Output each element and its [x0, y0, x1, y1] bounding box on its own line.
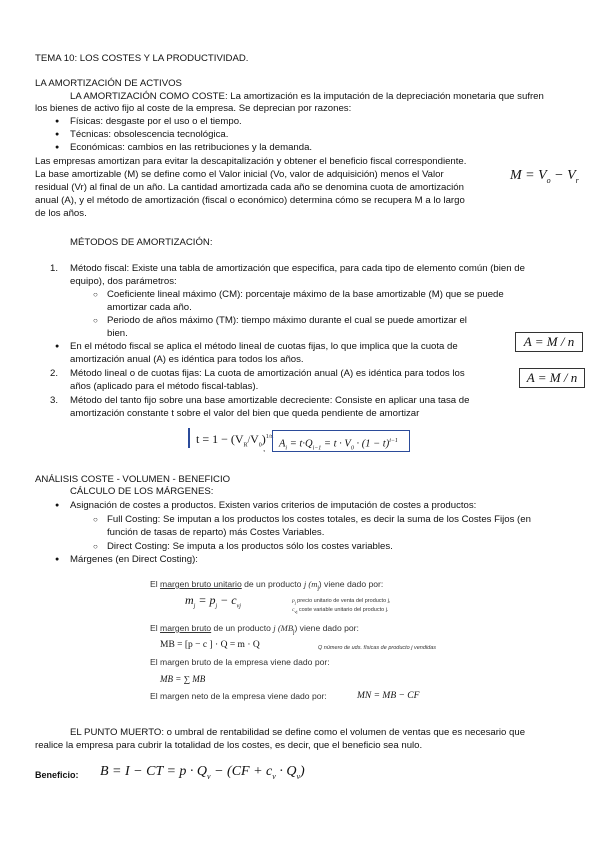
text-part: margen bruto [160, 623, 212, 633]
formula-sub: i [285, 445, 288, 452]
formula-sub: i−1 [312, 445, 322, 452]
note-coste: $c_{vj}$ coste variable unitario del producto j. [292, 607, 389, 615]
formula-part: ) [300, 764, 305, 779]
section-heading-metodos: MÉTODOS DE AMORTIZACIÓN: [70, 237, 213, 248]
intro-line-1: LA AMORTIZACIÓN COMO COSTE: La amortización es la imputación de la depreciación monetaria que sufren [70, 91, 544, 102]
direct-costing: ○ Direct Costing: Se imputa a los productos sólo los costes variables. [107, 541, 393, 553]
sub-item-line: bien. [107, 328, 128, 339]
section-heading-analisis: ANÁLISIS COSTE - VOLUMEN - BENEFICIO [35, 474, 231, 485]
margen-neto-line: El margen neto de la empresa viene dado por: [150, 691, 327, 701]
formula-part: = t·Q [287, 438, 313, 450]
section-heading-amortizacion: LA AMORTIZACIÓN DE ACTIVOS [35, 78, 182, 89]
formula-sub: r [575, 175, 579, 185]
formula-part: − V [550, 168, 576, 183]
margen-bruto-line: El margen bruto de un producto j $(MB_j)$ viene dado por: [150, 623, 359, 636]
punto-muerto-line-1: EL PUNTO MUERTO: o umbral de rentabilidad se define como el volumen de ventas que es necesario que [70, 727, 526, 738]
formula-base-amortizable [510, 170, 579, 187]
formula-part: = t · V [321, 438, 351, 450]
formula-part: · (1 − t) [353, 438, 390, 450]
formula-margen-bruto: MB = [p − c ] · Q = m · Q [160, 640, 260, 650]
cursor-mark [188, 428, 190, 448]
text-part: de un producto [241, 579, 304, 589]
bullet-margenes: ● Márgenes (en Direct Costing): [70, 554, 198, 566]
formula-part: A [279, 438, 286, 450]
punto-muerto-line-2: realice la empresa para cubrir la totalidad de los costes, es decir, que el beneficio sea nulo. [35, 740, 423, 751]
formula-beneficio: B = I − CT = $p \cdot Q_v - (CF + c_v \cdot Q_v)$ [100, 764, 305, 781]
margen-empresa-line: El margen bruto de la empresa viene dado por: [150, 657, 330, 667]
formula-part: = p [195, 593, 216, 607]
note-symbol: c [292, 607, 295, 613]
note-cantidad: Q número de uds. físicas de producto j vendidas [318, 645, 437, 651]
text-part: margen bruto unitario [160, 579, 242, 589]
list-number: 2. [50, 368, 59, 379]
formula-sub: o [546, 175, 551, 185]
note-precio: $p_j$ precio unitario de venta del producto j, [292, 598, 391, 606]
reason-item: ● Técnicas: obsolescencia tecnológica. [70, 129, 228, 141]
metodo-line: Método del tanto fijo sobre una base amortizable decreciente: Consiste en aplicar una tasa de [70, 395, 470, 406]
paragraph-line: La base amortizable (M) se define como el Valor inicial (Vo, valor de adquisición) menos el Valor [35, 169, 444, 180]
sub-heading-margenes: CÁLCULO DE LOS MÁRGENES: [70, 486, 214, 497]
formula-box-cuota-tanto [272, 430, 410, 452]
sub-item-line: función de tasas de reparto) más Costes Variables. [107, 527, 325, 538]
sub-item-line: amortizar cada año. [107, 302, 192, 313]
bullet-asignacion: ● Asignación de costes a productos. Existen varios criterios de imputación de costes a productos: [70, 500, 476, 512]
reason-item: ● Económicas: cambios en las retribuciones y la demanda. [70, 142, 312, 154]
sub-item-line: ○ Coeficiente lineal máximo (CM): porcentaje máximo de la base amortizable (M) que se puede [107, 289, 504, 301]
intro-line-2: los bienes de activo fijo al coste de la empresa. Se deprecian por razones: [35, 103, 352, 114]
formula-sub: 0 [258, 442, 262, 449]
formula-part: − (CF + c [210, 764, 273, 779]
formula-part: − c [217, 593, 237, 607]
text-part: ) viene dado por: [318, 579, 384, 589]
formula-margen-unitario: $m_j = p_j - c_{vj}$ [185, 593, 241, 610]
text-part: de un producto [211, 623, 274, 633]
text-part: j (MB [273, 623, 294, 633]
formula-sub: 0 [350, 445, 354, 452]
formula-part: · Q [275, 764, 297, 779]
beneficio-label: Beneficio: [35, 770, 79, 780]
page-title: TEMA 10: LOS COSTES Y LA PRODUCTIVIDAD. [35, 53, 249, 64]
formula-cuota-tanto [279, 435, 398, 455]
formula-part: M = V [510, 168, 547, 183]
text-part: El [150, 579, 161, 589]
note-text: coste variable unitario del producto j. [297, 607, 389, 613]
list-number: 3. [50, 395, 59, 406]
formula-part: V [250, 432, 259, 446]
formula-part: m [185, 593, 194, 607]
paragraph-line: Las empresas amortizan para evitar la descapitalización y obtener el beneficio fiscal correspondiente. [35, 156, 467, 167]
sub-item-line: ○ Periodo de años máximo (TM): tiempo máximo durante el cual se puede amortizar el [107, 315, 467, 327]
metodo-line: equipo), dos parámetros: [70, 276, 177, 287]
metodo-line: Método lineal o de cuotas fijas: La cuota de amortización anual (A) es idéntica para todos los [70, 368, 465, 379]
text-part: j (m [303, 579, 318, 589]
comma-mark: , [263, 444, 266, 453]
paragraph-line: de los años. [35, 208, 87, 219]
formula-tasa: $t = 1 - (V_R/V_0)^{1/n}$ [196, 432, 274, 449]
formula-exp: 1/n [265, 434, 274, 440]
formula-margen-neto: MN = MB − CF [357, 691, 420, 701]
text-part: El [150, 623, 161, 633]
metodo-line: años (aplicado para el método fiscal-tablas). [70, 381, 259, 392]
reason-item: ● Físicas: desgaste por el uso o el tiempo. [70, 116, 242, 128]
list-number: 1. [50, 263, 59, 274]
note-symbol: p [292, 598, 295, 604]
formula-box-cuota-2: A = M / n [519, 368, 585, 388]
note-text: precio unitario de venta del producto j, [295, 598, 391, 604]
metodo-line: Método fiscal: Existe una tabla de amortización que especifica, para cada tipo de elemento común (bien de [70, 263, 525, 274]
metodo-line: amortización constante t sobre el valor del bien que queda pendiente de amortizar [70, 408, 420, 419]
formula-sub: R [243, 442, 248, 449]
bullet-line: ● En el método fiscal se aplica el método lineal de cuotas fijas, lo que implica que la cuota de [70, 341, 458, 353]
text-part: ) viene dado por: [294, 623, 359, 633]
formula-margen-empresa: MB = ∑ MB [160, 674, 206, 684]
text-sub: j [317, 585, 319, 592]
sub-item-line: ○ Full Costing: Se imputan a los productos los costes totales, es decir la suma de los Costes Fijos (en [107, 514, 531, 526]
paragraph-line: anual (A), y el método de amortización (fiscal o económico) determina cómo se recupera M a lo largo [35, 195, 465, 206]
formula-box-cuota-1: A = M / n [515, 332, 583, 352]
formula-exp: i−1 [389, 438, 398, 444]
paragraph-line: residual (Vr) al final de un año. La cantidad amortizada cada año se denomina cuota de amortización [35, 182, 464, 193]
formula-part: t = 1 − (V [196, 432, 244, 446]
bullet-line: amortización anual (A) es idéntica para todos los años. [70, 354, 304, 365]
formula-part: B = I − CT = p · Q [100, 764, 208, 779]
